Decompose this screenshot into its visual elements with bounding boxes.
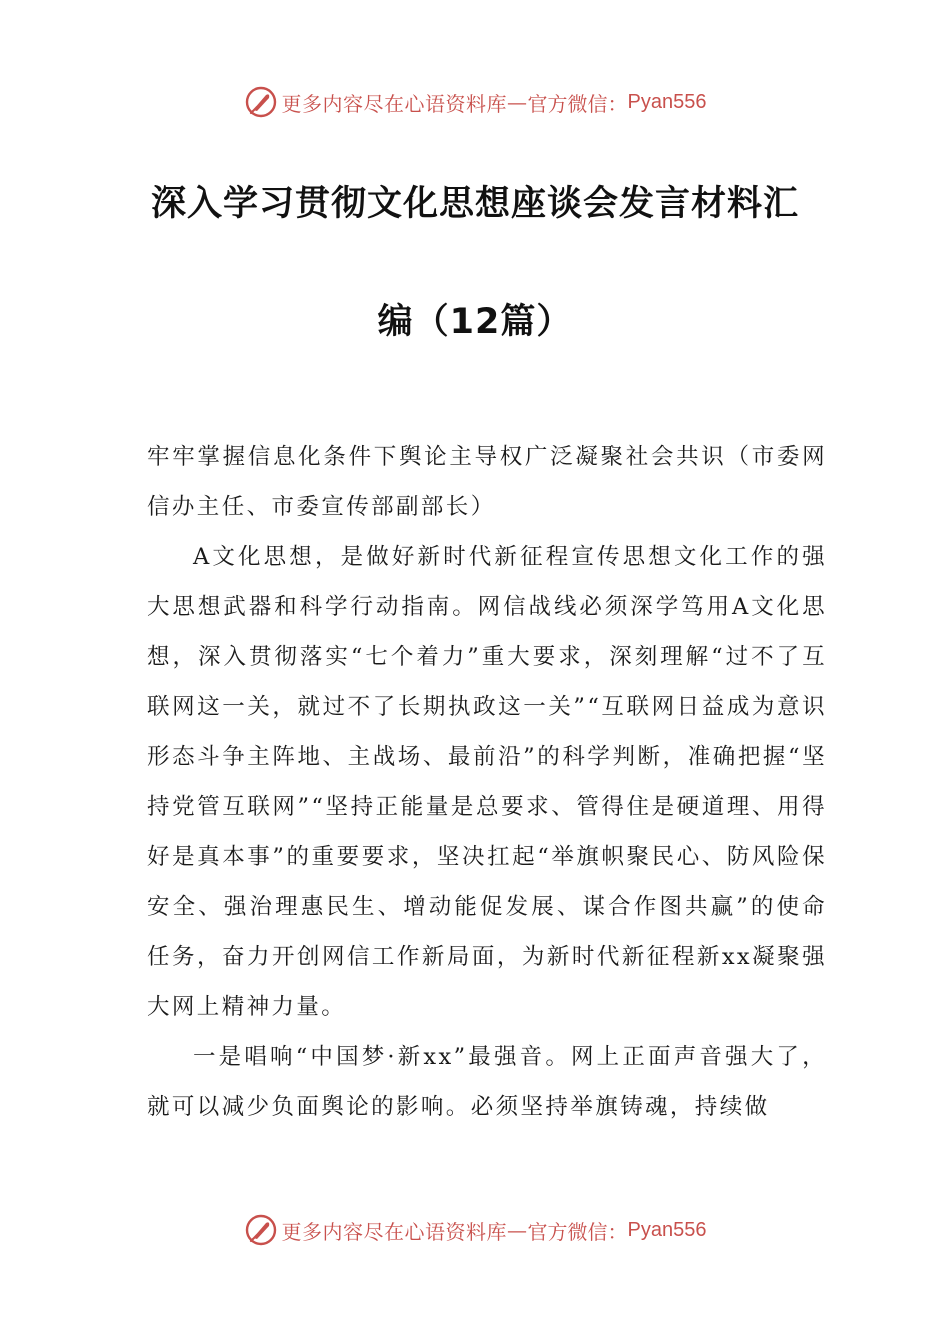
document-title-line-1: 深入学习贯彻文化思想座谈会发言材料汇 — [150, 184, 799, 224]
banner-text: 更多内容尽在心语资料库 — [281, 1219, 508, 1244]
banner-wechat-label: 官方微信： — [527, 91, 628, 116]
banner-wechat-id: Pyan556 — [627, 90, 707, 113]
feather-pen-logo-icon — [244, 85, 278, 119]
body-paragraph: A文化思想，是做好新时代新征程宣传思想文化工作的强大思想武器和科学行动指南。网信战线必须深学笃用A文化思想，深入贯彻落实“七个着力”重大要求，深刻理解“过不了互联网这一关，就过不了长期执政这一关”“互联网日益成为意识形态斗争主阵地、主战场、最前沿”的科学判断，准确把握“坚持党管互联网”“坚持正能量是总要求、管得住是硬道理、用得好是真本事”的重要要求，坚决扛起“举旗帜聚民心、防风险保安全、强治理惠民生、增动能促发展、谋合作图共赢”的使命任务，奋力开创网信工作新局面，为新时代新征程新xx凝聚强大网上精神力量。 — [147, 544, 827, 1020]
document-body — [147, 432, 827, 1132]
body-paragraph: 一是唱响“中国梦·新xx”最强音。网上正面声音强大了，就可以减少负面舆论的影响。必须坚持举旗铸魂，持续做 — [147, 1044, 827, 1120]
banner-separator: — — [507, 90, 528, 114]
document-title-line-2: 编（12篇） — [377, 302, 573, 342]
section-heading-paragraph: 牢牢掌握信息化条件下舆论主导权广泛凝聚社会共识（市委网信办主任、市委宣传部副部长） — [147, 444, 827, 520]
banner-wechat-label: 官方微信： — [527, 1219, 628, 1244]
feather-pen-logo-icon — [244, 1213, 278, 1247]
banner-wechat-id: Pyan556 — [627, 1218, 707, 1241]
header-banner — [0, 82, 950, 122]
banner-text: 更多内容尽在心语资料库 — [281, 91, 508, 116]
banner-separator: — — [507, 1218, 528, 1242]
footer-banner — [0, 1210, 950, 1250]
